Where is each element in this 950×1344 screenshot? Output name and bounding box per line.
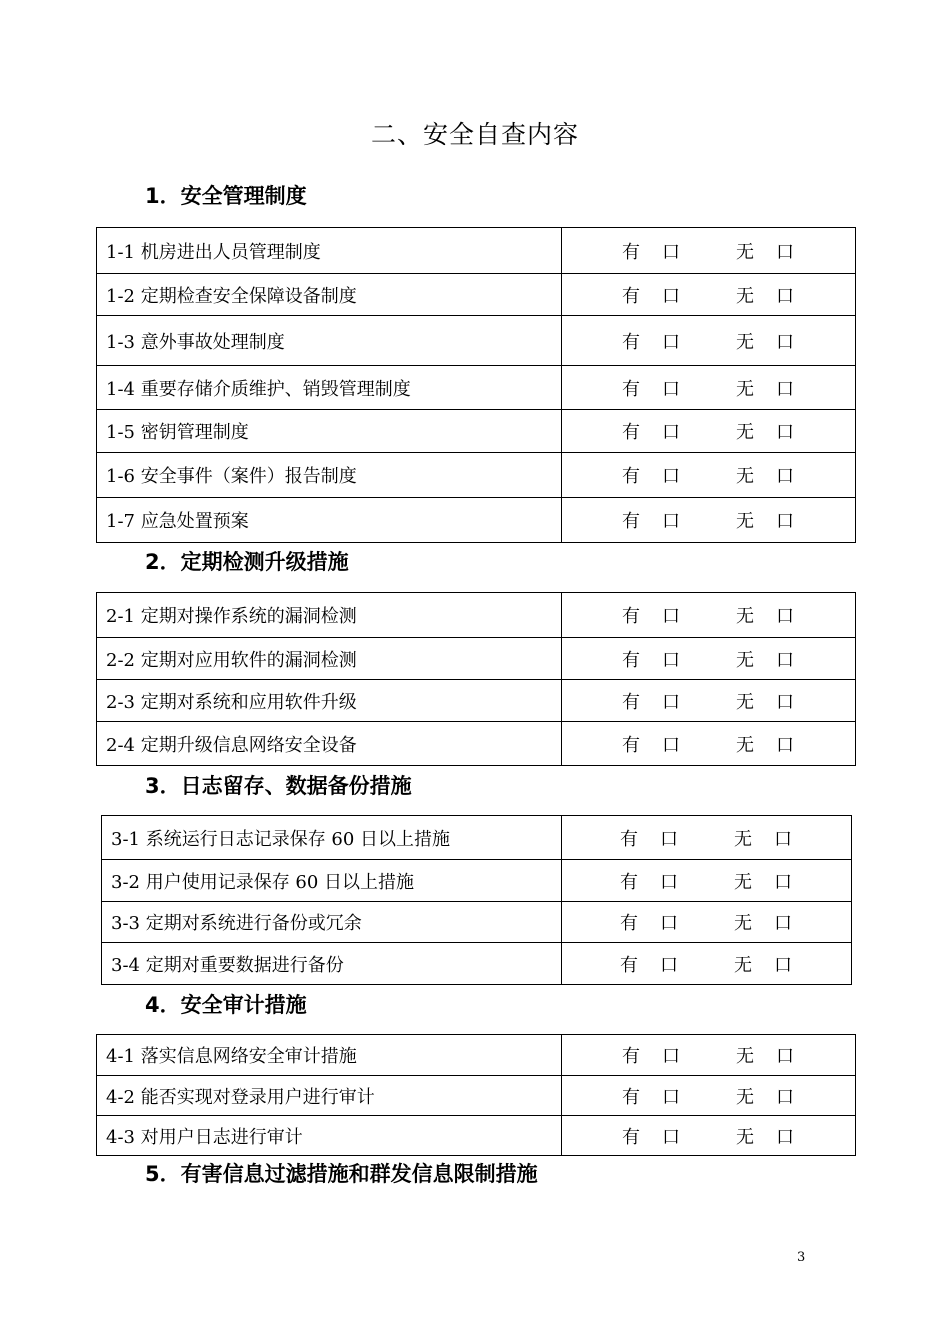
- option-cell: [562, 1076, 856, 1116]
- option-yes-label: 有: [622, 378, 640, 400]
- option-no[interactable]: [736, 1083, 794, 1109]
- option-no[interactable]: [736, 731, 794, 757]
- option-cell: [562, 498, 856, 543]
- checkbox-icon[interactable]: 口: [662, 1126, 680, 1148]
- option-cell: [562, 943, 852, 985]
- option-no-label: 无: [736, 378, 754, 400]
- option-yes-label: 有: [622, 734, 640, 756]
- item-label: 3-1 系统运行日志记录保存 60 日以上措施: [102, 816, 562, 860]
- checkbox-icon[interactable]: 口: [662, 422, 680, 443]
- option-no[interactable]: [736, 418, 794, 444]
- option-yes-label: 有: [620, 871, 638, 893]
- checkbox-icon[interactable]: 口: [776, 734, 794, 756]
- option-cell: [562, 816, 852, 860]
- checkbox-icon[interactable]: 口: [662, 734, 680, 756]
- option-yes[interactable]: [622, 646, 680, 672]
- option-no-label: 无: [736, 241, 754, 263]
- option-no-label: 无: [736, 466, 754, 487]
- option-no-label: 无: [734, 871, 752, 893]
- option-yes[interactable]: [620, 868, 678, 894]
- option-cell: [562, 453, 856, 498]
- option-cell: [562, 1116, 856, 1156]
- option-yes[interactable]: [622, 238, 680, 264]
- checkbox-icon[interactable]: 口: [776, 378, 794, 400]
- item-label: 1-5 密钥管理制度: [97, 410, 562, 453]
- page-number: 3: [797, 1250, 806, 1265]
- option-yes-label: 有: [622, 285, 640, 307]
- option-yes[interactable]: [622, 507, 680, 533]
- option-no-label: 无: [736, 331, 754, 353]
- option-cell: [562, 902, 852, 943]
- section-heading-5: 5．有害信息过滤措施和群发信息限制措施: [145, 1162, 538, 1186]
- option-no-label: 无: [736, 606, 754, 627]
- checkbox-icon[interactable]: 口: [660, 913, 678, 934]
- item-label: 3-4 定期对重要数据进行备份: [102, 943, 562, 985]
- page-title: 二、安全自查内容: [370, 120, 579, 149]
- checkbox-icon[interactable]: 口: [776, 511, 794, 532]
- option-yes-label: 有: [622, 649, 640, 671]
- option-yes[interactable]: [620, 909, 678, 935]
- item-label: 1-3 意外事故处理制度: [97, 316, 562, 366]
- checkbox-icon[interactable]: 口: [774, 913, 792, 934]
- checkbox-icon[interactable]: 口: [662, 511, 680, 532]
- option-yes-label: 有: [622, 241, 640, 263]
- section-heading-1: 1．安全管理制度: [145, 184, 307, 208]
- option-no[interactable]: [736, 375, 794, 401]
- option-no-label: 无: [736, 734, 754, 756]
- option-cell: [562, 366, 856, 410]
- option-yes[interactable]: [622, 282, 680, 308]
- option-no-label: 无: [736, 511, 754, 532]
- option-no-label: 无: [736, 285, 754, 307]
- option-no-label: 无: [734, 828, 752, 850]
- option-yes[interactable]: [622, 1123, 680, 1149]
- table-row: [102, 816, 852, 860]
- item-label: 4-3 对用户日志进行审计: [97, 1116, 562, 1156]
- option-yes[interactable]: [622, 328, 680, 354]
- option-yes-label: 有: [620, 828, 638, 850]
- option-no[interactable]: [736, 282, 794, 308]
- item-label: 1-6 安全事件（案件）报告制度: [97, 453, 562, 498]
- checkbox-icon[interactable]: 口: [774, 828, 792, 850]
- table-row: [97, 316, 856, 366]
- item-label: 1-7 应急处置预案: [97, 498, 562, 543]
- option-yes-label: 有: [622, 466, 640, 487]
- option-no-label: 无: [734, 954, 752, 976]
- option-no[interactable]: [736, 602, 794, 628]
- table-row: [97, 274, 856, 316]
- option-cell: [562, 316, 856, 366]
- option-cell: [562, 638, 856, 680]
- option-no[interactable]: [736, 328, 794, 354]
- option-no[interactable]: [736, 646, 794, 672]
- checkbox-icon[interactable]: 口: [776, 241, 794, 263]
- option-cell: [562, 722, 856, 766]
- option-no-label: 无: [736, 422, 754, 443]
- table-row: [102, 943, 852, 985]
- option-no-label: 无: [736, 1046, 754, 1067]
- option-no[interactable]: [736, 1042, 794, 1068]
- option-yes[interactable]: [622, 731, 680, 757]
- option-no[interactable]: [734, 951, 792, 977]
- item-label: 4-1 落实信息网络安全审计措施: [97, 1035, 562, 1076]
- option-no[interactable]: [734, 909, 792, 935]
- option-no[interactable]: [736, 1123, 794, 1149]
- checkbox-icon[interactable]: 口: [776, 1046, 794, 1067]
- checkbox-icon[interactable]: 口: [776, 1086, 794, 1108]
- option-no[interactable]: [734, 825, 792, 851]
- checkbox-icon[interactable]: 口: [662, 1086, 680, 1108]
- option-yes[interactable]: [620, 825, 678, 851]
- option-no-label: 无: [736, 649, 754, 671]
- option-no[interactable]: [736, 238, 794, 264]
- item-label: 2-4 定期升级信息网络安全设备: [97, 722, 562, 766]
- option-no-label: 无: [734, 913, 752, 934]
- table-row: [102, 860, 852, 902]
- item-label: 2-3 定期对系统和应用软件升级: [97, 680, 562, 722]
- option-yes-label: 有: [622, 511, 640, 532]
- checkbox-icon[interactable]: 口: [776, 649, 794, 671]
- option-cell: [562, 593, 856, 638]
- option-no-label: 无: [736, 1126, 754, 1148]
- option-no-label: 无: [736, 691, 754, 713]
- section-heading-3: 3．日志留存、数据备份措施: [145, 774, 412, 798]
- table-row: [97, 498, 856, 543]
- checkbox-icon[interactable]: 口: [662, 285, 680, 307]
- checkbox-icon[interactable]: 口: [774, 871, 792, 893]
- checklist-table-1: [96, 227, 856, 543]
- option-no[interactable]: [736, 507, 794, 533]
- option-yes-label: 有: [622, 691, 640, 713]
- option-yes-label: 有: [622, 331, 640, 353]
- checkbox-icon[interactable]: 口: [662, 1046, 680, 1067]
- option-yes[interactable]: [622, 1083, 680, 1109]
- checklist-table-4: [96, 1034, 856, 1156]
- checkbox-icon[interactable]: 口: [774, 954, 792, 976]
- option-yes-label: 有: [622, 1086, 640, 1108]
- checkbox-icon[interactable]: 口: [776, 331, 794, 353]
- checklist-table-3: [101, 815, 852, 985]
- option-yes-label: 有: [622, 1126, 640, 1148]
- option-yes-label: 有: [620, 954, 638, 976]
- option-yes[interactable]: [620, 951, 678, 977]
- item-label: 3-2 用户使用记录保存 60 日以上措施: [102, 860, 562, 902]
- option-cell: [562, 410, 856, 453]
- checkbox-icon[interactable]: 口: [662, 331, 680, 353]
- option-no[interactable]: [736, 688, 794, 714]
- option-yes[interactable]: [622, 1042, 680, 1068]
- section-heading-2: 2．定期检测升级措施: [145, 550, 349, 574]
- checkbox-icon[interactable]: 口: [662, 691, 680, 713]
- option-cell: [562, 228, 856, 274]
- table-row: [97, 410, 856, 453]
- table-row: [97, 228, 856, 274]
- option-yes-label: 有: [620, 913, 638, 934]
- option-yes-label: 有: [622, 422, 640, 443]
- item-label: 1-4 重要存储介质维护、销毁管理制度: [97, 366, 562, 410]
- checkbox-icon[interactable]: 口: [662, 378, 680, 400]
- option-yes-label: 有: [622, 1046, 640, 1067]
- checkbox-icon[interactable]: 口: [776, 466, 794, 487]
- item-label: 1-1 机房进出人员管理制度: [97, 228, 562, 274]
- item-label: 3-3 定期对系统进行备份或冗余: [102, 902, 562, 943]
- option-cell: [562, 680, 856, 722]
- checkbox-icon[interactable]: 口: [660, 954, 678, 976]
- table-row: [97, 722, 856, 766]
- option-yes[interactable]: [622, 602, 680, 628]
- item-label: 2-1 定期对操作系统的漏洞检测: [97, 593, 562, 638]
- section-heading-4: 4．安全审计措施: [145, 993, 307, 1017]
- option-yes[interactable]: [622, 418, 680, 444]
- option-no-label: 无: [736, 1086, 754, 1108]
- checkbox-icon[interactable]: 口: [776, 422, 794, 443]
- item-label: 1-2 定期检查安全保障设备制度: [97, 274, 562, 316]
- option-cell: [562, 274, 856, 316]
- table-row: [97, 1035, 856, 1076]
- table-row: [97, 593, 856, 638]
- checklist-table-2: [96, 592, 856, 766]
- table-row: [97, 1076, 856, 1116]
- table-row: [97, 680, 856, 722]
- option-no[interactable]: [736, 462, 794, 488]
- checkbox-icon[interactable]: 口: [776, 606, 794, 627]
- option-no[interactable]: [734, 868, 792, 894]
- option-yes[interactable]: [622, 375, 680, 401]
- item-label: 2-2 定期对应用软件的漏洞检测: [97, 638, 562, 680]
- checkbox-icon[interactable]: 口: [662, 606, 680, 627]
- option-yes[interactable]: [622, 688, 680, 714]
- option-cell: [562, 1035, 856, 1076]
- checkbox-icon[interactable]: 口: [662, 466, 680, 487]
- option-cell: [562, 860, 852, 902]
- checkbox-icon[interactable]: 口: [660, 871, 678, 893]
- table-row: [102, 902, 852, 943]
- checkbox-icon[interactable]: 口: [776, 1126, 794, 1148]
- checkbox-icon[interactable]: 口: [662, 241, 680, 263]
- option-yes-label: 有: [622, 606, 640, 627]
- table-row: [97, 366, 856, 410]
- checkbox-icon[interactable]: 口: [776, 285, 794, 307]
- table-row: [97, 638, 856, 680]
- checkbox-icon[interactable]: 口: [660, 828, 678, 850]
- item-label: 4-2 能否实现对登录用户进行审计: [97, 1076, 562, 1116]
- table-row: [97, 1116, 856, 1156]
- table-row: [97, 453, 856, 498]
- checkbox-icon[interactable]: 口: [776, 691, 794, 713]
- checkbox-icon[interactable]: 口: [662, 649, 680, 671]
- option-yes[interactable]: [622, 462, 680, 488]
